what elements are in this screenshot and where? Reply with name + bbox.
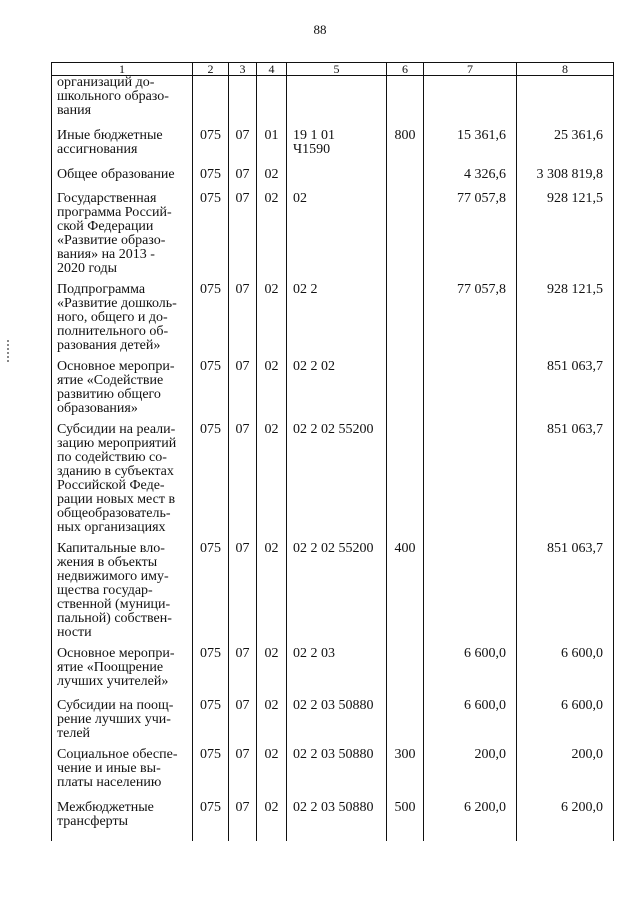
row-name-cell <box>52 542 193 647</box>
cell-c3: 07 <box>229 168 257 192</box>
table-row <box>52 360 614 423</box>
row-name-line: рение лучших учи- <box>57 711 171 727</box>
cell-c7: 77 057,8 <box>424 192 517 283</box>
cell-c2: 075 <box>193 360 229 423</box>
cell-c8: 200,0 <box>517 748 614 801</box>
cell-c7: 200,0 <box>424 748 517 801</box>
target-article-line: 02 2 03 50880 <box>293 697 374 713</box>
cell-c6 <box>387 283 424 360</box>
table-row <box>52 699 614 748</box>
row-name-line: полнительного об- <box>57 323 169 339</box>
cell-c7: 15 361,6 <box>424 129 517 168</box>
cell-c2 <box>193 76 229 129</box>
cell-c6 <box>387 76 424 129</box>
row-name-line: Социальное обеспе- <box>57 746 178 762</box>
cell-c3: 07 <box>229 748 257 801</box>
table-row <box>52 129 614 168</box>
page-number: 88 <box>313 22 327 37</box>
target-article-line: 02 2 02 55200 <box>293 540 374 556</box>
row-name-line: трансферты <box>57 813 129 829</box>
column-header-1: 1 <box>52 63 193 76</box>
cell-target-article <box>287 699 387 748</box>
cell-c3: 07 <box>229 192 257 283</box>
target-article-line: 19 1 01 <box>293 127 335 143</box>
column-header-6: 6 <box>387 63 424 76</box>
row-name-line: пальной) собствен- <box>57 610 172 626</box>
cell-c8: 851 063,7 <box>517 542 614 647</box>
cell-c3: 07 <box>229 801 257 841</box>
cell-c8: 928 121,5 <box>517 192 614 283</box>
row-name-line: образования» <box>57 400 138 416</box>
cell-c7: 6 200,0 <box>424 801 517 841</box>
column-header-2: 2 <box>193 63 229 76</box>
cell-c4 <box>257 76 287 129</box>
row-name-line: по содействию со- <box>57 449 167 465</box>
cell-c6: 400 <box>387 542 424 647</box>
cell-c8: 6 200,0 <box>517 801 614 841</box>
cell-c8: 928 121,5 <box>517 283 614 360</box>
row-name-cell <box>52 360 193 423</box>
row-name-cell <box>52 129 193 168</box>
table-row <box>52 76 614 129</box>
row-name-line: «Развитие образо- <box>57 232 166 248</box>
target-article-line: Ч1590 <box>293 141 331 157</box>
table-row <box>52 748 614 801</box>
row-name-line: общеобразователь- <box>57 505 171 521</box>
row-name-line: рации новых мест в <box>57 491 176 507</box>
row-name-cell <box>52 801 193 841</box>
target-article-line: 02 2 03 50880 <box>293 746 374 762</box>
table-row <box>52 283 614 360</box>
cell-c4: 02 <box>257 801 287 841</box>
cell-c7 <box>424 423 517 542</box>
row-name-line: Общее образование <box>57 166 175 182</box>
row-name-line: вания <box>57 103 92 118</box>
cell-c7: 6 600,0 <box>424 699 517 748</box>
cell-target-article <box>287 360 387 423</box>
target-article-line: 02 2 <box>293 281 318 297</box>
row-name-line: телей <box>57 725 91 741</box>
cell-c2: 075 <box>193 647 229 699</box>
row-name-line: зданию в субъектах <box>57 463 174 479</box>
cell-c4: 02 <box>257 360 287 423</box>
cell-target-article <box>287 542 387 647</box>
cell-c3: 07 <box>229 423 257 542</box>
table-row <box>52 647 614 699</box>
cell-c4: 02 <box>257 647 287 699</box>
table-row <box>52 801 614 841</box>
table-row <box>52 542 614 647</box>
cell-target-article <box>287 168 387 192</box>
row-name-cell <box>52 168 193 192</box>
cell-c7 <box>424 76 517 129</box>
cell-target-article <box>287 423 387 542</box>
row-name-line: лучших учителей» <box>57 673 169 689</box>
cell-c8: 25 361,6 <box>517 129 614 168</box>
cell-c2: 075 <box>193 192 229 283</box>
row-name-line: ятие «Содействие <box>57 372 164 388</box>
target-article-line: 02 2 02 <box>293 358 335 374</box>
column-header-5: 5 <box>287 63 387 76</box>
cell-c4: 02 <box>257 283 287 360</box>
row-name-line: Иные бюджетные <box>57 127 163 143</box>
row-name-line: «Развитие дошколь- <box>57 295 177 311</box>
cell-c3: 07 <box>229 283 257 360</box>
row-name-line: школьного образо- <box>57 89 169 104</box>
cell-c8: 851 063,7 <box>517 360 614 423</box>
row-name-line: вания» на 2013 - <box>57 246 155 262</box>
cell-c2: 075 <box>193 748 229 801</box>
row-name-cell <box>52 748 193 801</box>
row-name-line: Основное меропри- <box>57 645 175 661</box>
table-header-row <box>52 63 614 76</box>
target-article-line: 02 2 02 55200 <box>293 421 374 437</box>
row-name-line: ской Федерации <box>57 218 154 234</box>
cell-target-article <box>287 129 387 168</box>
cell-c6: 800 <box>387 129 424 168</box>
cell-target-article <box>287 647 387 699</box>
row-name-line: ятие «Поощрение <box>57 659 164 675</box>
cell-c7: 77 057,8 <box>424 283 517 360</box>
cell-c2: 075 <box>193 168 229 192</box>
row-name-line: Межбюджетные <box>57 799 154 815</box>
cell-target-article <box>287 801 387 841</box>
row-name-cell <box>52 699 193 748</box>
row-name-line: Подпрограмма <box>57 281 146 297</box>
target-article-line: 02 <box>293 190 307 206</box>
cell-c4: 02 <box>257 699 287 748</box>
row-name-line: Субсидии на поощ- <box>57 697 174 713</box>
table-row <box>52 192 614 283</box>
row-name-line: ных организациях <box>57 519 166 535</box>
cell-c7: 4 326,6 <box>424 168 517 192</box>
row-name-line: Государственная <box>57 190 157 206</box>
cell-c6 <box>387 699 424 748</box>
row-name-line: жения в объекты <box>57 554 158 570</box>
cell-c4: 02 <box>257 542 287 647</box>
cell-c2: 075 <box>193 423 229 542</box>
cell-c2: 075 <box>193 801 229 841</box>
row-name-line: развитию общего <box>57 386 161 402</box>
cell-c6 <box>387 647 424 699</box>
cell-c4: 02 <box>257 748 287 801</box>
cell-c2: 075 <box>193 129 229 168</box>
row-name-line: ственной (муници- <box>57 596 171 612</box>
cell-c2: 075 <box>193 542 229 647</box>
cell-c6 <box>387 423 424 542</box>
cell-c2: 075 <box>193 699 229 748</box>
cell-target-article <box>287 76 387 129</box>
cell-c3: 07 <box>229 360 257 423</box>
table-row <box>52 168 614 192</box>
row-name-line: Основное меропри- <box>57 358 175 374</box>
budget-table <box>51 62 614 841</box>
cell-c3: 07 <box>229 542 257 647</box>
target-article-line: 02 2 03 <box>293 645 335 661</box>
cell-c6 <box>387 168 424 192</box>
cell-c7 <box>424 542 517 647</box>
target-article-line: 02 2 03 50880 <box>293 799 374 815</box>
row-name-line: Субсидии на реали- <box>57 421 176 437</box>
row-name-line: Капитальные вло- <box>57 540 165 556</box>
row-name-line: организаций до- <box>57 75 155 90</box>
cell-target-article <box>287 192 387 283</box>
table-body <box>52 76 614 841</box>
row-name-cell <box>52 423 193 542</box>
column-header-8: 8 <box>517 63 614 76</box>
cell-c8: 6 600,0 <box>517 699 614 748</box>
row-name-line: платы населению <box>57 774 162 790</box>
cell-c2: 075 <box>193 283 229 360</box>
cell-c8 <box>517 76 614 129</box>
row-name-line: 2020 годы <box>57 260 118 276</box>
cell-c6: 300 <box>387 748 424 801</box>
cell-c4: 02 <box>257 423 287 542</box>
column-header-4: 4 <box>257 63 287 76</box>
row-name-line: зацию мероприятий <box>57 435 177 451</box>
cell-c3: 07 <box>229 699 257 748</box>
cell-c8: 6 600,0 <box>517 647 614 699</box>
row-name-line: недвижимого иму- <box>57 568 169 584</box>
row-name-line: Российской Феде- <box>57 477 165 493</box>
cell-c4: 01 <box>257 129 287 168</box>
row-name-line: ности <box>57 624 92 640</box>
cell-c6 <box>387 360 424 423</box>
cell-c8: 851 063,7 <box>517 423 614 542</box>
row-name-line: щества государ- <box>57 582 153 598</box>
row-name-cell <box>52 192 193 283</box>
cell-c4: 02 <box>257 168 287 192</box>
cell-c7 <box>424 360 517 423</box>
row-name-line: разования детей» <box>57 337 161 353</box>
column-header-7: 7 <box>424 63 517 76</box>
cell-c3: 07 <box>229 129 257 168</box>
cell-c3: 07 <box>229 647 257 699</box>
cell-c7: 6 600,0 <box>424 647 517 699</box>
cell-c3 <box>229 76 257 129</box>
cell-target-article <box>287 283 387 360</box>
cell-c6 <box>387 192 424 283</box>
row-name-line: ного, общего и до- <box>57 309 168 325</box>
cell-c4: 02 <box>257 192 287 283</box>
cell-target-article <box>287 748 387 801</box>
row-name-line: чение и иные вы- <box>57 760 161 776</box>
table-row <box>52 423 614 542</box>
row-name-cell <box>52 283 193 360</box>
row-name-cell <box>52 647 193 699</box>
row-name-cell <box>52 76 193 129</box>
column-header-3: 3 <box>229 63 257 76</box>
cell-c6: 500 <box>387 801 424 841</box>
cell-c8: 3 308 819,8 <box>517 168 614 192</box>
row-name-line: ассигнования <box>57 141 138 157</box>
row-name-line: программа Россий- <box>57 204 172 220</box>
scan-artifact <box>7 340 11 362</box>
